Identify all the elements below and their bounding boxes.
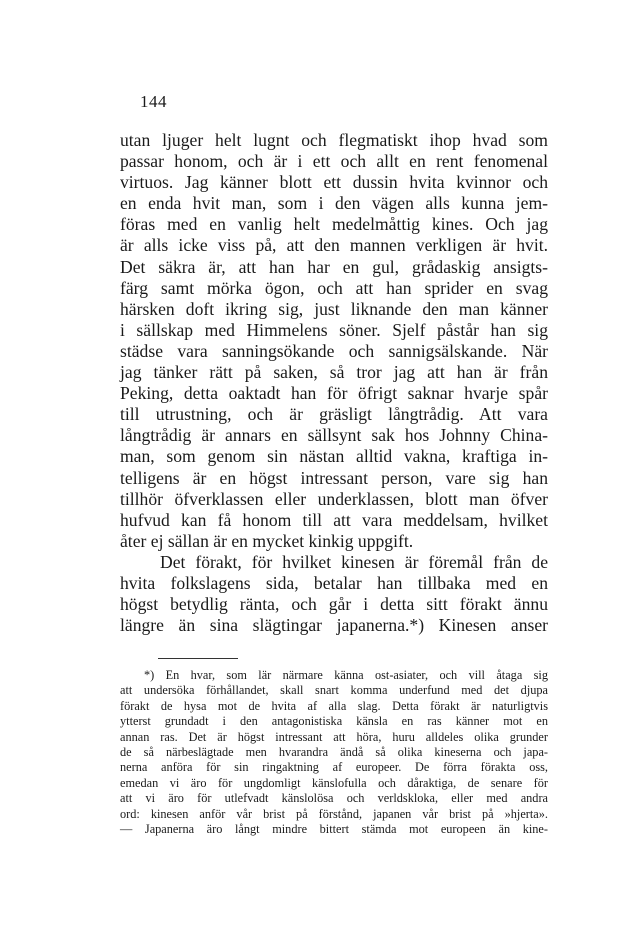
body-line: jag tänker rätt på saken, så tror jag att han är från xyxy=(120,362,548,383)
body-line: Det förakt, för hvilket kinesen är föremål från de xyxy=(160,551,548,572)
body-line: en enda hvit man, som i den vägen alls kunna jem- xyxy=(120,193,548,214)
body-line: hufvud kan få honom till att vara meddelsam, hvilket xyxy=(120,509,548,530)
page-number: 144 xyxy=(140,92,167,111)
footnote-line: nerna anföra för sin ringaktning af europeer. De förra förakta oss, xyxy=(120,760,548,775)
body-line: till utrustning, och är gräsligt långtrådig. Att vara xyxy=(120,404,548,425)
footnote-line: förakt de hysa mot de hvita af alla slag. Detta förakt är naturligtvis xyxy=(120,698,548,713)
body-line: tillhör öfverklassen eller underklassen, blott man öfver xyxy=(120,488,548,509)
footnote-line: de så närbeslägtade men hvarandra ändå så olika kineserna och japa- xyxy=(120,744,548,759)
body-line: föras med en vanlig helt medelmåttig kines. Och jag xyxy=(120,214,548,235)
body-line: längre än sina slägtingar japanerna.*) Kinesen anser xyxy=(120,615,548,636)
footnote-line: att undersöka förhållandet, skall snart komma underfund med det djupa xyxy=(120,683,548,698)
footnote xyxy=(120,668,548,837)
body-line: färg samt mörka ögon, och att han sprider en svag xyxy=(120,277,548,298)
body-line: virtuos. Jag känner blott ett dussin hvita kvinnor och xyxy=(120,172,548,193)
footnote-line: *) En hvar, som lär närmare känna ost-asiater, och vill åtaga sig xyxy=(144,668,548,682)
body-line: passar honom, och är i ett och allt en rent fenomenal xyxy=(120,151,548,172)
footnote-line: annan ras. Det är högst intressant att höra, huru alldeles olika grunder xyxy=(120,729,548,744)
body-line: man, som genom sin nästan alltid vakna, kraftiga in- xyxy=(120,446,548,467)
footnote-line: ord: kinesen anför vår brist på förstånd, japanen vår brist på »hjerta». xyxy=(120,806,548,821)
footnote-line: — Japanerna äro långt mindre bittert stämda mot europeen än kine- xyxy=(120,821,548,836)
body-line: långtrådig är annars en sällsynt sak hos Johnny China- xyxy=(120,425,548,446)
footnote-line: ytterst grundadt i den antagonistiska känsla en ras känner mot en xyxy=(120,714,548,729)
body-line: utan ljuger helt lugnt och flegmatiskt ihop hvad som xyxy=(120,130,548,150)
body-line: i sällskap med Himmelens söner. Sjelf påstår han sig xyxy=(120,319,548,340)
body-line: telligens är en högst intressant person, vare sig han xyxy=(120,467,548,488)
body-line: högst betydlig ränta, och går i detta sitt förakt ännu xyxy=(120,594,548,615)
body-line: härsken doft ikring sig, just liknande den man känner xyxy=(120,298,548,319)
body-line: åter ej sällan är en mycket kinkig uppgift. xyxy=(120,530,414,551)
body-line: Peking, detta oaktadt han för öfrigt saknar hvarje spår xyxy=(120,383,548,404)
body-line: Det säkra är, att han har en gul, grådaskig ansigts- xyxy=(120,256,548,277)
body-line: städse vara sanningsökande och sannigsälskande. När xyxy=(120,340,548,361)
footnote-line: att vi äro för utlefvadt känslolösa och verldskloka, eller med andra xyxy=(120,791,548,806)
body-line: hvita folkslagens sida, betalar han tillbaka med en xyxy=(120,572,548,593)
footnote-line: emedan vi äro för ungdomligt känslofulla och dåraktiga, de senare för xyxy=(120,775,548,790)
body-text xyxy=(120,130,548,636)
body-line: är alls icke viss på, att den mannen verkligen är hvit. xyxy=(120,235,548,256)
footnote-divider xyxy=(158,658,238,659)
